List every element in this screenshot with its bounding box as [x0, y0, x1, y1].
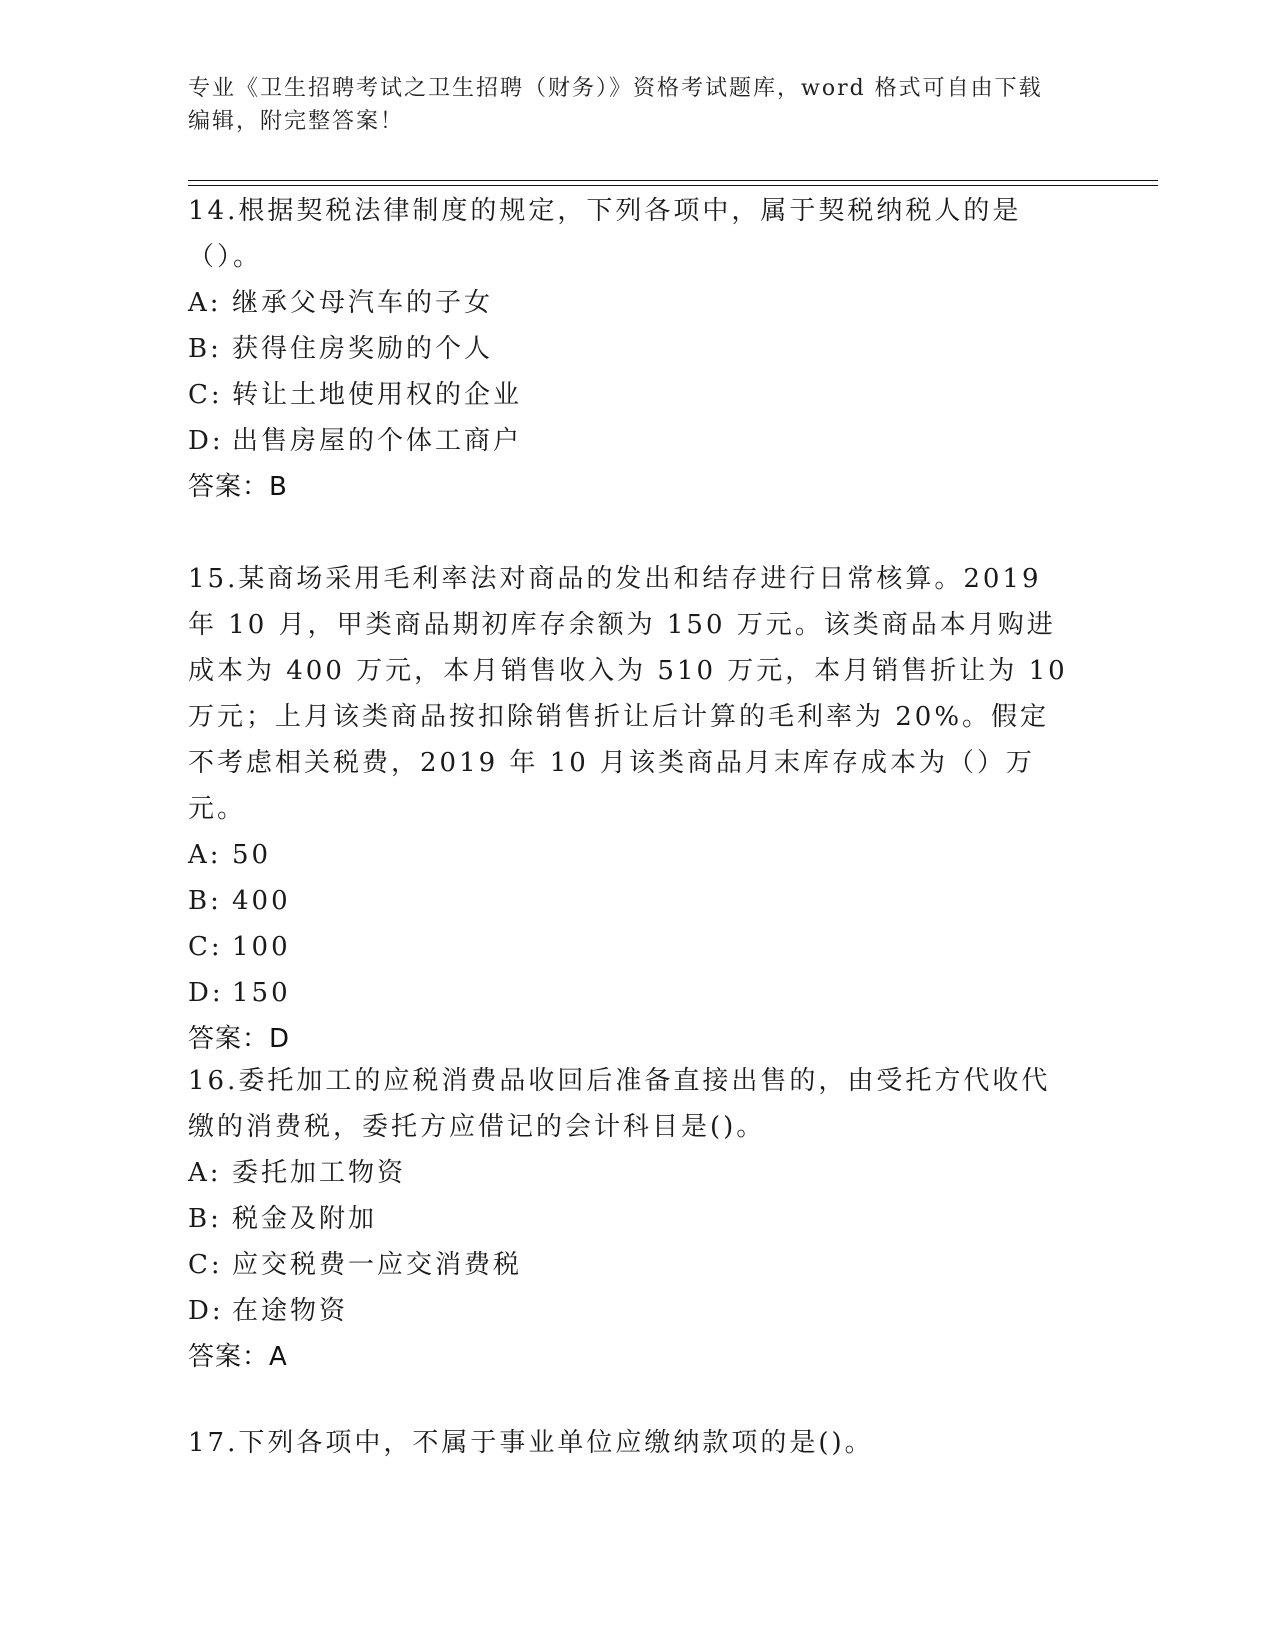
option-d [188, 418, 1068, 464]
option-text: 继承父母汽车的子女 [232, 288, 494, 318]
option-text: 税金及附加 [232, 1204, 378, 1234]
option-text: 150 [232, 978, 291, 1008]
option-key: D: [188, 426, 224, 456]
option-text: 在途物资 [232, 1296, 349, 1326]
header-divider-top [188, 180, 1158, 181]
option-a [188, 832, 1068, 878]
option-text: 出售房屋的个体工商户 [232, 426, 523, 456]
option-text: 转让土地使用权的企业 [232, 380, 523, 410]
option-b [188, 1196, 1068, 1242]
option-c [188, 1242, 1068, 1288]
option-key: A: [188, 840, 222, 870]
header-line-2: 编辑，附完整答案！ [188, 109, 405, 134]
option-key: C: [188, 380, 223, 410]
option-d [188, 970, 1068, 1016]
answer-line: 答案：B [188, 472, 288, 502]
option-b [188, 326, 1068, 372]
option-text: 400 [232, 886, 291, 916]
answer-line: 答案：D [188, 1024, 291, 1054]
option-c [188, 924, 1068, 970]
question-stem: 16.委托加工的应税消费品收回后准备直接出售的，由受托方代收代缴的消费税，委托方应借记的会计科目是()。 [188, 1066, 1051, 1142]
question-stem: 14.根据契税法律制度的规定，下列各项中，属于契税纳税人的是（）。 [188, 196, 1022, 272]
option-text: 100 [232, 932, 291, 962]
option-d [188, 1288, 1068, 1334]
option-text: 50 [232, 840, 272, 870]
answer-line: 答案：A [188, 1342, 288, 1372]
option-b [188, 878, 1068, 924]
option-c [188, 372, 1068, 418]
option-key: B: [188, 334, 222, 364]
option-text: 获得住房奖励的个人 [232, 334, 494, 364]
option-key: C: [188, 932, 223, 962]
option-key: B: [188, 1204, 222, 1234]
option-key: A: [188, 288, 222, 318]
question-stem: 17.下列各项中，不属于事业单位应缴纳款项的是()。 [188, 1428, 874, 1458]
option-a [188, 280, 1068, 326]
document-header [188, 72, 1088, 138]
option-key: A: [188, 1158, 222, 1188]
option-key: B: [188, 886, 222, 916]
question-stem: 15.某商场采用毛利率法对商品的发出和结存进行日常核算。2019 年 10 月，甲类商品期初库存余额为 150 万元。该类商品本月购进成本为 400 万元，本月销售收入为 510 万元，本月销售折让为 10 万元；上月该类商品按扣除销售折让后计算的毛利率为 20%。假定不考虑相关税费，2019 年 10 月该类商品月末库存成本为（）万元。 [188, 564, 1068, 824]
question-15 [188, 556, 1068, 1062]
question-16 [188, 1058, 1068, 1380]
header-divider-bottom [188, 185, 1158, 186]
option-text: 委托加工物资 [232, 1158, 407, 1188]
option-key: C: [188, 1250, 223, 1280]
option-a [188, 1150, 1068, 1196]
option-text: 应交税费一应交消费税 [232, 1250, 523, 1280]
question-14 [188, 188, 1068, 510]
header-line-1: 专业《卫生招聘考试之卫生招聘（财务）》资格考试题库，word 格式可自由下载 [188, 76, 1043, 101]
option-key: D: [188, 1296, 224, 1326]
option-key: D: [188, 978, 224, 1008]
question-17 [188, 1420, 1068, 1466]
